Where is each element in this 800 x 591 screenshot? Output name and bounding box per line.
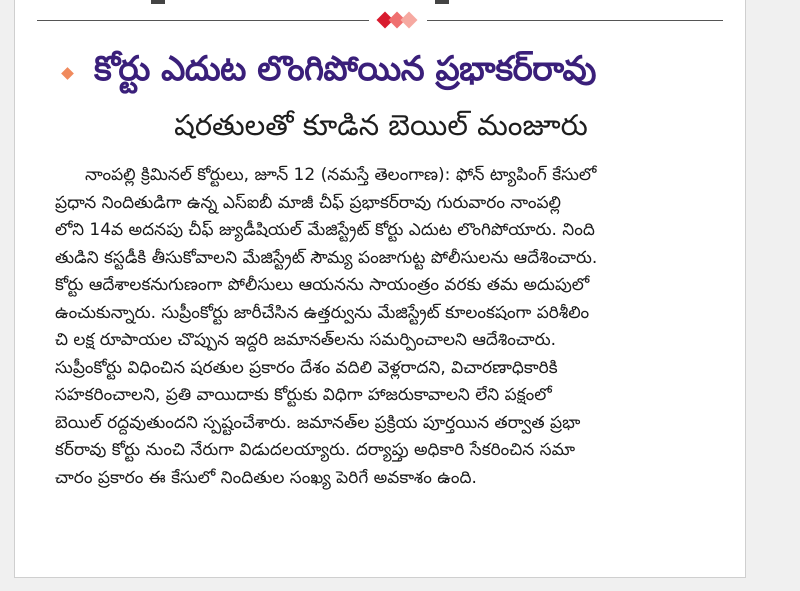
bullet-diamond-icon (61, 67, 74, 80)
headline-row (55, 48, 735, 98)
divider-left (37, 20, 369, 21)
text-fragment (151, 0, 165, 4)
text-fragment (435, 0, 449, 4)
body-line: కర్‌రావు కోర్టు నుంచి నేరుగా విడుదలయ్యారు. దర్యాప్తు అధికారి సేకరించిన సమా (55, 440, 576, 460)
body-line: ప్రధాన నిందితుడిగా ఉన్న ఎస్ఐబీ మాజీ చీఫ్ ప్రభాకర్‌రావు గురువారం నాంపల్లి (55, 192, 561, 213)
body-line: లోని 14వ అదనపు చీఫ్ జ్యుడీషియల్ మేజిస్ట్రేట్ కోర్టు ఎదుట లొంగిపోయారు. నింది (55, 220, 595, 240)
body-line: నాంపల్లి క్రిమినల్ కోర్టులు, జూన్ 12 (నమస్తే తెలంగాణ): ఫోన్ ట్యాపింగ్ కేసులో (85, 165, 597, 185)
body-line: సహకరించాలని, ప్రతి వాయిదాకు కోర్టుకు విధిగా హాజరుకావాలని లేని పక్షంలో (55, 385, 552, 405)
news-clipping (14, 0, 746, 578)
body-line: చి లక్ష రూపాయల చొప్పున ఇద్దరి జమానత్‌లను సమర్పించాలని ఆదేశించారు. (55, 330, 557, 350)
body-line: కోర్టు ఆదేశాలకనుగుణంగా పోలీసులు ఆయనను సాయంత్రం వరకు తమ అదుపులో (55, 275, 590, 295)
body-line: బెయిల్ రద్దవుతుందని స్పష్టంచేశారు. జమానత్‌ల ప్రక్రియ పూర్తయిన తర్వాత ప్రభా (55, 412, 581, 433)
subheadline: షరతులతో కూడిన బెయిల్ మంజూరు (174, 108, 588, 142)
divider-right (427, 20, 723, 21)
diamond-ornament-icon (373, 10, 425, 32)
headline: కోర్టు ఎదుట లొంగిపోయిన ప్రభాకర్‌రావు (94, 49, 596, 89)
body-line: ఉంచుకున్నారు. సుప్రీంకోర్టు జారీచేసిన ఉత్తర్వును మేజిస్ట్రేట్ కూలంకషంగా పరిశీలిం (55, 302, 590, 323)
body-line: తుడిని కస్టడీకి తీసుకోవాలని మేజిస్ట్రేట్ సౌమ్య పంజాగుట్ట పోలీసులను ఆదేశించారు. (55, 247, 598, 268)
body-line: చారం ప్రకారం ఈ కేసులో నిందితుల సంఖ్య పెరిగే అవకాశం ఉంది. (55, 467, 477, 488)
article-body (55, 162, 727, 492)
body-line: సుప్రీంకోర్టు విధించిన షరతుల ప్రకారం దేశం వదిలి వెళ్లరాదని, విచారణాధికారికి (55, 357, 558, 378)
previous-article-edge (15, 0, 745, 8)
